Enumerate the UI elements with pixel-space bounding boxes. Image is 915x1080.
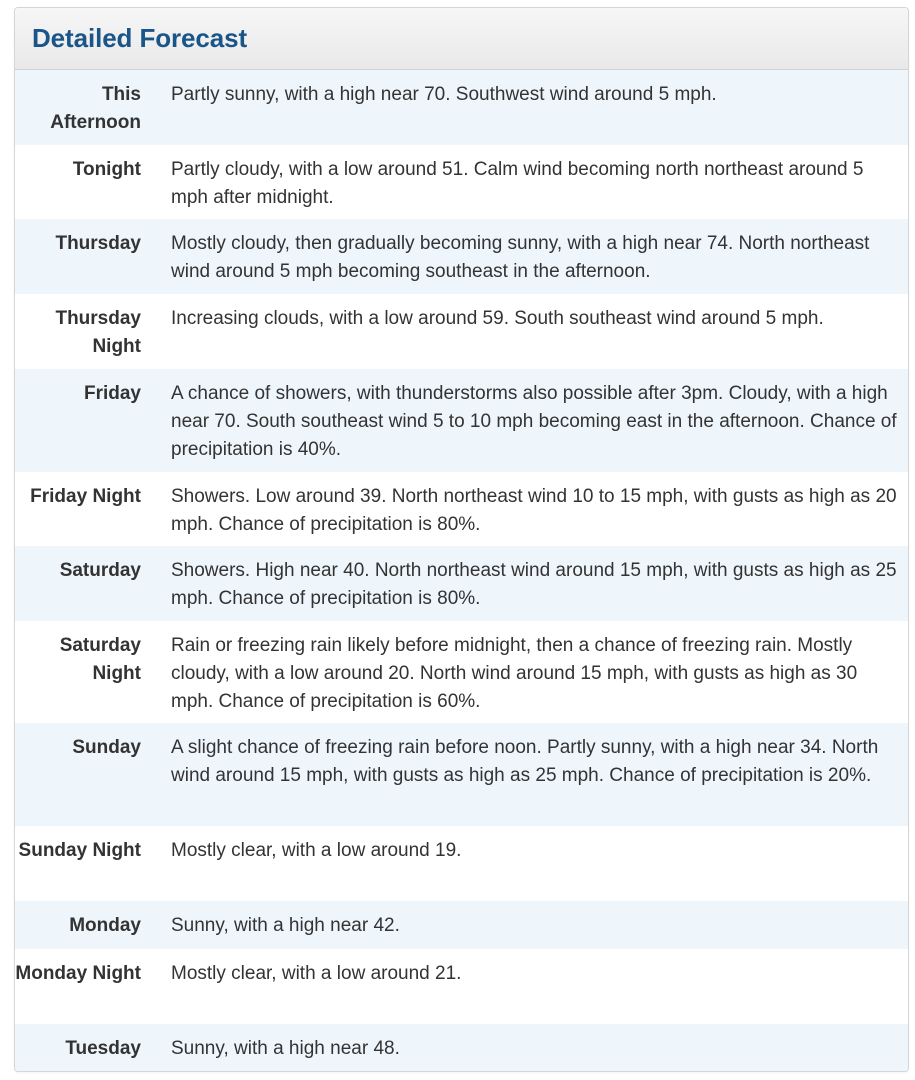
forecast-text: Rain or freezing rain likely before midnight, then a chance of freezing rain. Mostly cloudy, with a low around 20. North wind around 15 mph, with gusts as high as 30 mph. Chance of precipitation is 60%.	[171, 635, 858, 712]
forecast-text: Sunny, with a high near 42.	[171, 915, 400, 936]
forecast-period: This Afternoon	[50, 84, 141, 133]
forecast-text: Showers. Low around 39. North northeast wind 10 to 15 mph, with gusts as high as 20 mph. Chance of precipitation is 80%.	[171, 486, 897, 535]
forecast-text: A slight chance of freezing rain before noon. Partly sunny, with a high near 34. North wind around 15 mph, with gusts as high as 25 mph. Chance of precipitation is 20%.	[171, 737, 879, 786]
forecast-row	[15, 901, 908, 949]
forecast-period: Saturday Night	[59, 635, 141, 684]
forecast-text: Sunny, with a high near 48.	[171, 1038, 400, 1059]
forecast-text: A chance of showers, with thunderstorms also possible after 3pm. Cloudy, with a high near 70. South southeast wind 5 to 10 mph becoming east in the afternoon. Chance of precipitation is 40%.	[171, 383, 897, 460]
forecast-period: Friday	[83, 383, 141, 404]
forecast-row	[15, 1024, 908, 1072]
forecast-period: Monday Night	[15, 963, 141, 984]
forecast-list	[15, 70, 908, 1072]
forecast-row	[15, 949, 908, 1024]
forecast-period: Friday Night	[30, 486, 141, 507]
forecast-text: Partly cloudy, with a low around 51. Calm wind becoming north northeast around 5 mph after midnight.	[171, 159, 864, 208]
forecast-row	[15, 472, 908, 546]
panel-header	[15, 8, 908, 70]
forecast-text: Mostly clear, with a low around 19.	[171, 840, 462, 861]
forecast-period: Sunday Night	[18, 840, 141, 861]
forecast-row	[15, 145, 908, 219]
forecast-text: Increasing clouds, with a low around 59. South southeast wind around 5 mph.	[171, 308, 824, 329]
forecast-text: Showers. High near 40. North northeast wind around 15 mph, with gusts as high as 25 mph. Chance of precipitation is 80%.	[171, 560, 897, 609]
forecast-period: Monday	[69, 915, 141, 936]
forecast-period: Saturday	[59, 560, 141, 581]
forecast-period: Tuesday	[65, 1038, 141, 1059]
forecast-row	[15, 826, 908, 901]
forecast-period: Thursday Night	[55, 308, 141, 357]
forecast-period: Thursday	[55, 233, 141, 254]
forecast-row	[15, 70, 908, 145]
forecast-row	[15, 546, 908, 621]
detailed-forecast-panel	[14, 7, 909, 1072]
forecast-row	[15, 219, 908, 294]
forecast-text: Partly sunny, with a high near 70. Southwest wind around 5 mph.	[171, 84, 717, 105]
forecast-row	[15, 723, 908, 826]
forecast-text: Mostly cloudy, then gradually becoming sunny, with a high near 74. North northeast wind around 5 mph becoming southeast in the afternoon.	[171, 233, 870, 282]
forecast-text: Mostly clear, with a low around 21.	[171, 963, 462, 984]
forecast-row	[15, 369, 908, 472]
panel-title: Detailed Forecast	[32, 23, 248, 53]
forecast-row	[15, 294, 908, 369]
forecast-row	[15, 621, 908, 723]
forecast-period: Tonight	[72, 159, 141, 180]
forecast-period: Sunday	[72, 737, 141, 758]
